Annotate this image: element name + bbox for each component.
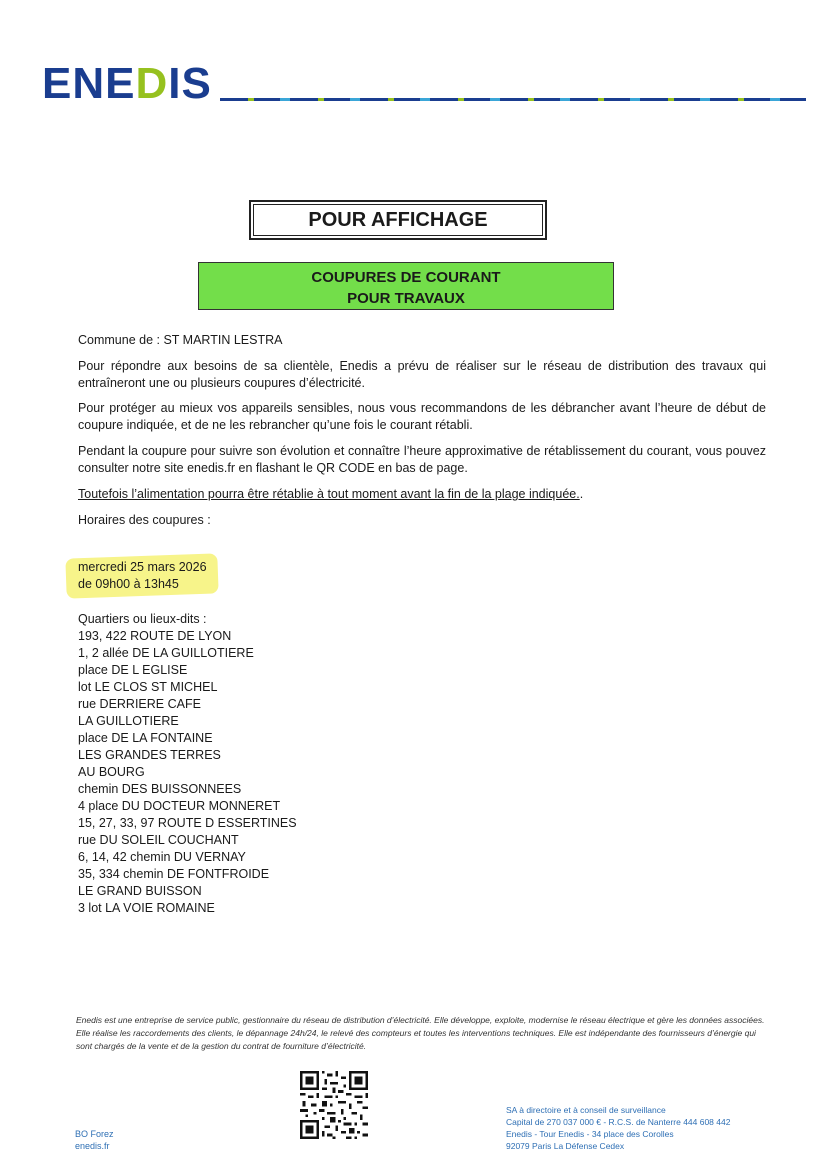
footer-address-2: 92079 Paris La Défense Cedex	[506, 1141, 625, 1151]
list-item: LA GUILLOTIERE	[78, 714, 179, 728]
paragraph-2: Pour protéger au mieux vos appareils sensibles, nous vous recommandons de les débrancher avant l’heure de début de coupure indiquée, et de ne les rebrancher qu’une fois le courant rétabli.	[78, 401, 766, 432]
pour-affichage-box: POUR AFFICHAGE	[249, 200, 547, 240]
list-item: 193, 422 ROUTE DE LYON	[78, 629, 232, 643]
list-item: 6, 14, 42 chemin DU VERNAY	[78, 850, 246, 864]
list-item: 4 place DU DOCTEUR MONNERET	[78, 799, 281, 813]
header-divider	[220, 98, 806, 101]
qr-code-icon[interactable]	[300, 1071, 368, 1139]
footer-right	[506, 1104, 730, 1152]
list-item: chemin DES BUISSONNEES	[78, 782, 242, 796]
commune-line: Commune de : ST MARTIN LESTRA	[78, 333, 283, 347]
list-item: AU BOURG	[78, 765, 145, 779]
outage-date: mercredi 25 mars 2026	[78, 560, 207, 574]
list-item: LES GRANDES TERRES	[78, 748, 221, 762]
list-item: 15, 27, 33, 97 ROUTE D ESSERTINES	[78, 816, 297, 830]
logo-part-right: IS	[168, 59, 212, 108]
list-item: 35, 334 chemin DE FONTFROIDE	[78, 867, 270, 881]
note-underlined: Toutefois l’alimentation pourra être rétablie à tout moment avant la fin de la plage indiquée.	[78, 487, 580, 501]
footer-legal-1: SA à directoire et à conseil de surveillance	[506, 1105, 666, 1115]
note-line	[78, 486, 766, 503]
enedis-logo	[42, 59, 212, 108]
paragraph-1: Pour répondre aux besoins de sa clientèle, Enedis a prévu de réaliser sur le réseau de distribution des travaux qui entraîneront une ou plusieurs coupures d’électricité.	[78, 359, 766, 390]
paragraph-3: Pendant la coupure pour suivre son évolution et connaître l’heure approximative de rétablissement du courant, vous pouvez consulter notre site enedis.fr en flashant le QR CODE en bas de page.	[78, 444, 766, 475]
note-end: .	[579, 487, 584, 501]
title-banner	[198, 262, 614, 310]
list-item: place DE L EGLISE	[78, 663, 188, 677]
footer-bo: BO Forez	[75, 1129, 114, 1139]
list-item: LE GRAND BUISSON	[78, 884, 202, 898]
footer-website-link[interactable]: enedis.fr	[75, 1141, 110, 1151]
logo-part-mid: D	[135, 59, 169, 108]
title-line-2: POUR TRAVAUX	[347, 290, 465, 307]
footer-left	[75, 1128, 114, 1152]
title-line-1: COUPURES DE COURANT	[311, 269, 501, 286]
list-item: place DE LA FONTAINE	[78, 731, 213, 745]
logo-part-left: ENE	[42, 59, 136, 108]
date-block	[78, 559, 207, 593]
list-item: 3 lot LA VOIE ROMAINE	[78, 901, 215, 915]
list-item: lot LE CLOS ST MICHEL	[78, 680, 218, 694]
places-list	[78, 611, 297, 917]
footer-legal-2: Capital de 270 037 000 € - R.C.S. de Nanterre 444 608 442	[506, 1117, 731, 1127]
places-label: Quartiers ou lieux-dits :	[78, 612, 207, 626]
list-item: rue DU SOLEIL COUCHANT	[78, 833, 239, 847]
list-item: rue DERRIERE CAFE	[78, 697, 201, 711]
outage-hours: de 09h00 à 13h45	[78, 577, 179, 591]
list-item: 1, 2 allée DE LA GUILLOTIERE	[78, 646, 254, 660]
footer-address-1: Enedis - Tour Enedis - 34 place des Corolles	[506, 1129, 674, 1139]
horaires-label: Horaires des coupures :	[78, 513, 211, 527]
footer-disclaimer: Enedis est une entreprise de service public, gestionnaire du réseau de distribution d’électricité. Elle développe, exploite, modernise le réseau électrique et gère les données associées. Elle réalise les raccordements des clients, le dépannage 24h/24, le relevé des compteurs et toutes les interventions techniques. Elle est indépendante des fournisseurs d’énergie qui sont chargés de la vente et de la gestion du contrat de fourniture d’électricité.	[76, 1015, 765, 1051]
